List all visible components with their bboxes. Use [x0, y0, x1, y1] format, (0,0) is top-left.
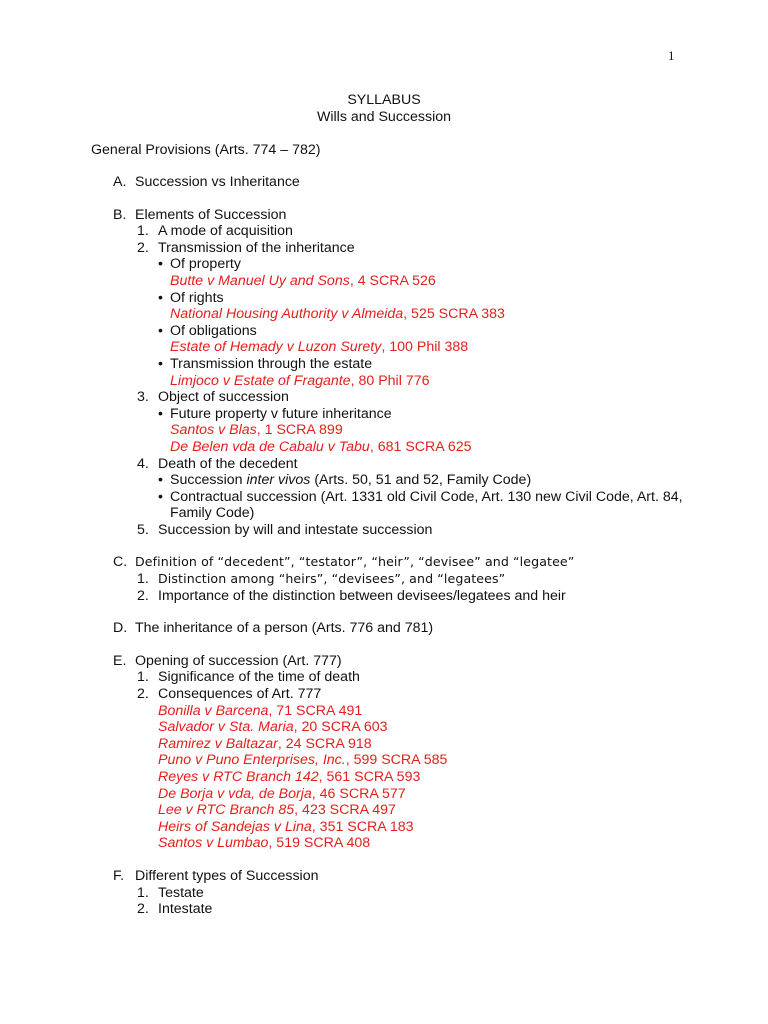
sub-item [113, 901, 693, 918]
outline-item-a [113, 174, 693, 191]
bullet-icon: • [158, 289, 163, 306]
sub-number: 2. [137, 686, 149, 703]
bullet-icon: • [158, 322, 163, 339]
case-citation [113, 339, 693, 356]
outline-item-b [113, 207, 693, 539]
bullet-label: Of property [170, 256, 241, 273]
outline-item-c [113, 554, 693, 604]
bullet-item [113, 256, 693, 273]
bullet-icon: • [158, 256, 163, 273]
case-name: Estate of Hemady v Luzon Surety [170, 339, 382, 356]
document-title: SYLLABUS [347, 92, 421, 108]
sub-label: Transmission of the inheritance [158, 239, 355, 256]
bullet-label-part: Succession [170, 472, 247, 489]
case-reference: , 20 SCRA 603 [293, 719, 388, 736]
item-label: The inheritance of a person (Arts. 776 and 781) [135, 620, 434, 637]
case-name: Reyes v RTC Branch 142 [158, 769, 319, 785]
bullet-label: Of obligations [170, 322, 257, 339]
sub-label: A mode of acquisition [158, 223, 293, 240]
case-name: Ramirez v Baltazar [158, 735, 278, 752]
case-name: National Housing Authority v Almeida [170, 306, 404, 323]
sub-number: 2. [137, 587, 149, 604]
sub-number: 1. [137, 884, 149, 901]
sub-item [113, 522, 693, 539]
case-name: Santos v Blas [170, 422, 257, 439]
item-label: Different types of Succession [135, 867, 319, 884]
sub-item [113, 571, 693, 588]
case-reference: , 351 SCRA 183 [311, 818, 414, 835]
item-letter: C. [113, 554, 128, 571]
case-name: De Belen vda de Cabalu v Tabu [170, 438, 370, 455]
case-citation [113, 835, 693, 852]
outline-item-e [113, 653, 693, 852]
sub-number: 3. [137, 389, 149, 406]
case-reference: , 24 SCRA 918 [277, 735, 372, 752]
outline-item-f [113, 868, 693, 918]
sub-label: Importance of the distinction between devisees/legatees and heir [158, 587, 566, 604]
bullet-icon: • [158, 355, 163, 372]
case-reference: , 561 SCRA 593 [318, 769, 421, 785]
case-citation [113, 769, 693, 786]
bullet-label-part: (Arts. 50, 51 and 52, Family Code) [310, 472, 532, 489]
item-label: Elements of Succession [135, 206, 287, 223]
sub-item [113, 240, 693, 257]
sub-number: 2. [137, 901, 149, 918]
sub-number: 1. [137, 571, 149, 588]
case-reference: , 519 SCRA 408 [268, 835, 371, 852]
case-citation [113, 786, 693, 803]
bullet-icon: • [158, 488, 163, 505]
bullet-label: Of rights [170, 289, 224, 306]
outline-item-d [113, 620, 693, 637]
case-citation [113, 306, 693, 323]
case-citation [113, 752, 693, 769]
bullet-item [113, 489, 693, 522]
sub-label: Succession by will and intestate succession [158, 521, 433, 538]
case-reference: , 681 SCRA 625 [369, 438, 472, 455]
sub-item [113, 885, 693, 902]
case-reference: , 1 SCRA 899 [256, 422, 343, 439]
sub-item [113, 389, 693, 406]
case-citation [113, 719, 693, 736]
bullet-item [113, 323, 693, 340]
case-name: Puno v Puno Enterprises, Inc. [158, 752, 346, 769]
sub-number: 5. [137, 521, 149, 538]
item-letter: E. [113, 652, 127, 669]
bullet-item [113, 406, 693, 423]
item-label: Succession vs Inheritance [135, 174, 300, 190]
document-subtitle: Wills and Succession [316, 109, 452, 125]
case-citation [113, 819, 693, 836]
page-number: 1 [668, 48, 675, 63]
bullet-icon: • [158, 405, 163, 422]
case-citation [113, 802, 693, 819]
bullet-label: Contractual succession (Art. 1331 old Civil Code, Art. 130 new Civil Code, Art. 84, Family Code) [170, 488, 683, 522]
sub-item [113, 588, 693, 605]
case-name: Butte v Manuel Uy and Sons [170, 272, 350, 289]
section-heading: General Provisions (Arts. 774 – 782) [91, 142, 321, 158]
case-reference: , 599 SCRA 585 [345, 752, 448, 769]
sub-label: Object of succession [158, 389, 289, 406]
case-reference: , 4 SCRA 526 [349, 272, 436, 289]
case-reference: , 46 SCRA 577 [311, 785, 406, 802]
case-citation [113, 273, 693, 290]
case-reference: , 80 Phil 776 [350, 372, 430, 389]
item-letter: B. [113, 206, 127, 223]
case-name: Lee v RTC Branch 85 [158, 802, 295, 819]
bullet-item [113, 472, 693, 489]
case-name: Limjoco v Estate of Fragante [170, 372, 351, 389]
item-label: Definition of “decedent”, “testator”, “heir”, “devisee” and “legatee” [135, 554, 575, 570]
sub-label: Distinction among “heirs”, “devisees”, and “legatees” [158, 571, 506, 587]
sub-number: 1. [137, 669, 149, 686]
item-letter: F. [113, 867, 125, 884]
case-reference: , 525 SCRA 383 [403, 306, 505, 323]
item-letter: D. [113, 620, 128, 637]
case-citation [113, 439, 693, 456]
case-reference: , 71 SCRA 491 [268, 702, 363, 719]
case-citation [113, 703, 693, 720]
bullet-label [170, 472, 531, 489]
case-citation [113, 373, 693, 390]
case-name: Heirs of Sandejas v Lina [158, 818, 312, 835]
case-reference: , 423 SCRA 497 [294, 802, 396, 819]
sub-label: Testate [158, 884, 204, 901]
case-name: Salvador v Sta. Maria [158, 719, 294, 736]
sub-number: 2. [137, 239, 149, 256]
bullet-label-italic: inter vivos [246, 472, 311, 489]
document-title-block [0, 92, 768, 126]
sub-label: Significance of the time of death [158, 669, 360, 686]
bullet-item [113, 290, 693, 307]
sub-item [113, 456, 693, 473]
bullet-item [113, 356, 693, 373]
sub-label: Death of the decedent [158, 455, 298, 472]
item-letter: A. [113, 174, 127, 190]
sub-number: 1. [137, 223, 149, 240]
bullet-icon: • [158, 472, 163, 489]
bullet-label: Transmission through the estate [170, 355, 373, 372]
sub-item [113, 669, 693, 686]
case-name: Bonilla v Barcena [158, 702, 269, 719]
case-name: De Borja v vda, de Borja [158, 785, 312, 802]
sub-item [113, 223, 693, 240]
case-citation [113, 422, 693, 439]
item-label: Opening of succession (Art. 777) [135, 652, 342, 669]
sub-label: Consequences of Art. 777 [158, 686, 322, 703]
sub-item [113, 686, 693, 703]
bullet-label: Future property v future inheritance [170, 405, 392, 422]
sub-label: Intestate [158, 901, 213, 918]
case-reference: , 100 Phil 388 [381, 339, 469, 356]
outline [113, 174, 693, 934]
case-name: Santos v Lumbao [158, 835, 269, 852]
sub-number: 4. [137, 455, 149, 472]
case-citation [113, 736, 693, 753]
